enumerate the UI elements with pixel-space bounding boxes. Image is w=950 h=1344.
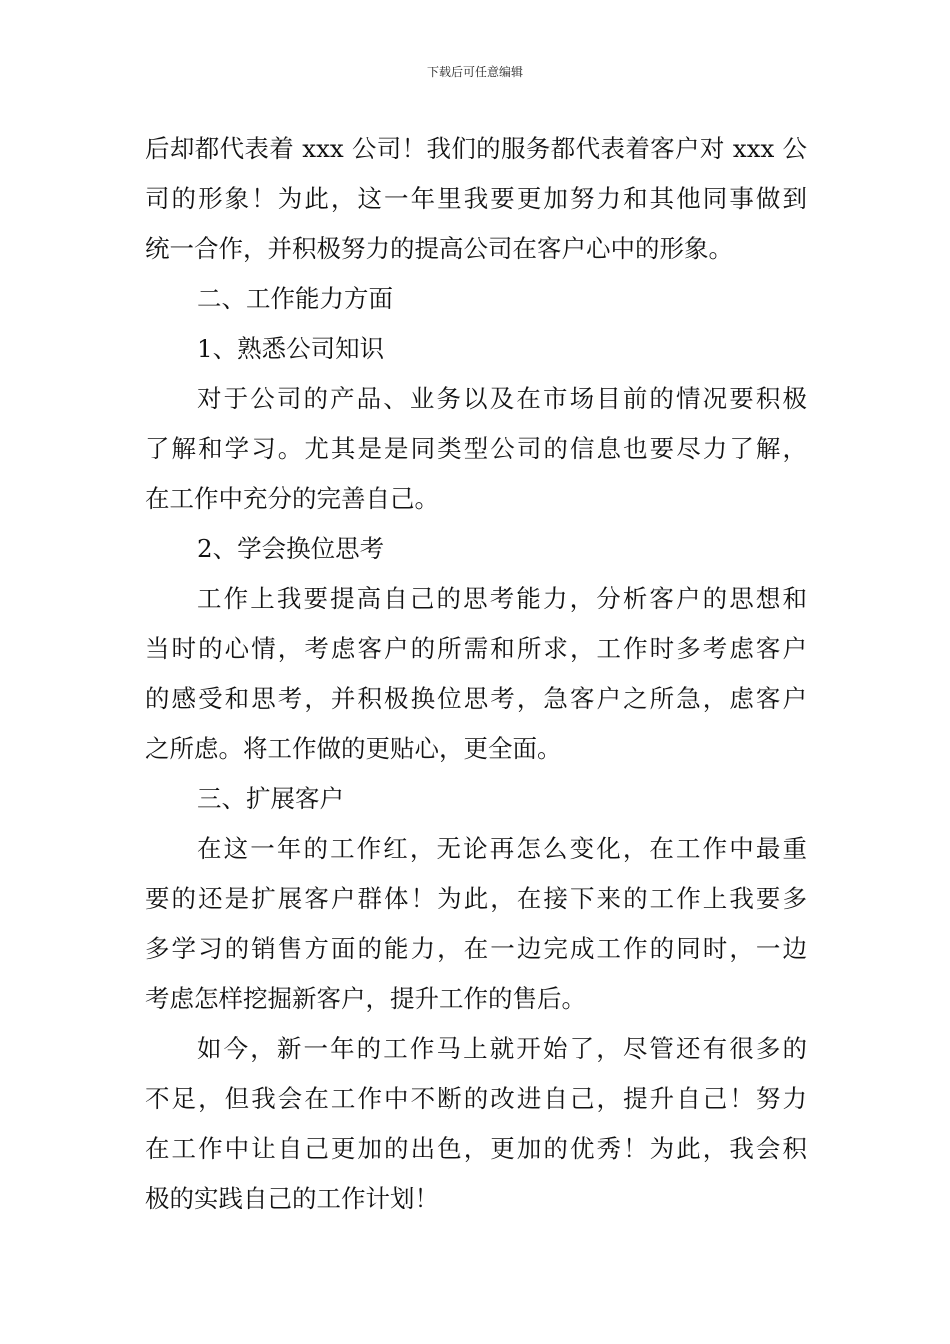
text-line: 极的实践自己的工作计划！ xyxy=(145,1184,439,1213)
text-line: 不足，但我会在工作中不断的改进自己，提升自己！努力 xyxy=(145,1084,807,1113)
text-line: 在这一年的工作红，无论再怎么变化，在工作中最重 xyxy=(197,834,807,863)
text-line: 考虑怎样挖掘新客户，提升工作的售后。 xyxy=(145,984,586,1013)
text-line: 工作上我要提高自己的思考能力，分析客户的思想和 xyxy=(197,584,807,613)
text-line: 了解和学习。尤其是是同类型公司的信息也要尽力了解， xyxy=(145,434,807,463)
text-line: 之所虑。将工作做的更贴心，更全面。 xyxy=(145,734,562,763)
text-line: 在工作中充分的完善自己。 xyxy=(145,484,439,513)
page-header: 下载后可任意编辑 xyxy=(426,65,523,79)
text-line: 二、工作能力方面 xyxy=(197,284,393,313)
document-body xyxy=(145,124,807,1224)
text-line: 对于公司的产品、业务以及在市场目前的情况要积极 xyxy=(197,384,807,413)
text-line: 当时的心情，考虑客户的所需和所求，工作时多考虑客户 xyxy=(145,634,807,663)
text-line: 统一合作，并积极努力的提高公司在客户心中的形象。 xyxy=(145,234,733,263)
text-line: 要的还是扩展客户群体！为此，在接下来的工作上我要多 xyxy=(145,884,807,913)
text-line: 多学习的销售方面的能力，在一边完成工作的同时，一边 xyxy=(145,934,807,963)
text-line: 司的形象！为此，这一年里我要更加努力和其他同事做到 xyxy=(145,184,807,213)
text-line: 2、学会换位思考 xyxy=(197,534,385,563)
text-line: 在工作中让自己更加的出色，更加的优秀！为此，我会积 xyxy=(145,1134,807,1163)
text-line: 的感受和思考，并积极换位思考，急客户之所急，虑客户 xyxy=(145,684,807,713)
text-line: 1、熟悉公司知识 xyxy=(197,334,385,363)
text-line: 后却都代表着 xxx 公司！我们的服务都代表着客户对 xxx 公 xyxy=(145,134,807,163)
text-line: 如今，新一年的工作马上就开始了，尽管还有很多的 xyxy=(197,1034,807,1063)
text-line: 三、扩展客户 xyxy=(197,784,344,813)
